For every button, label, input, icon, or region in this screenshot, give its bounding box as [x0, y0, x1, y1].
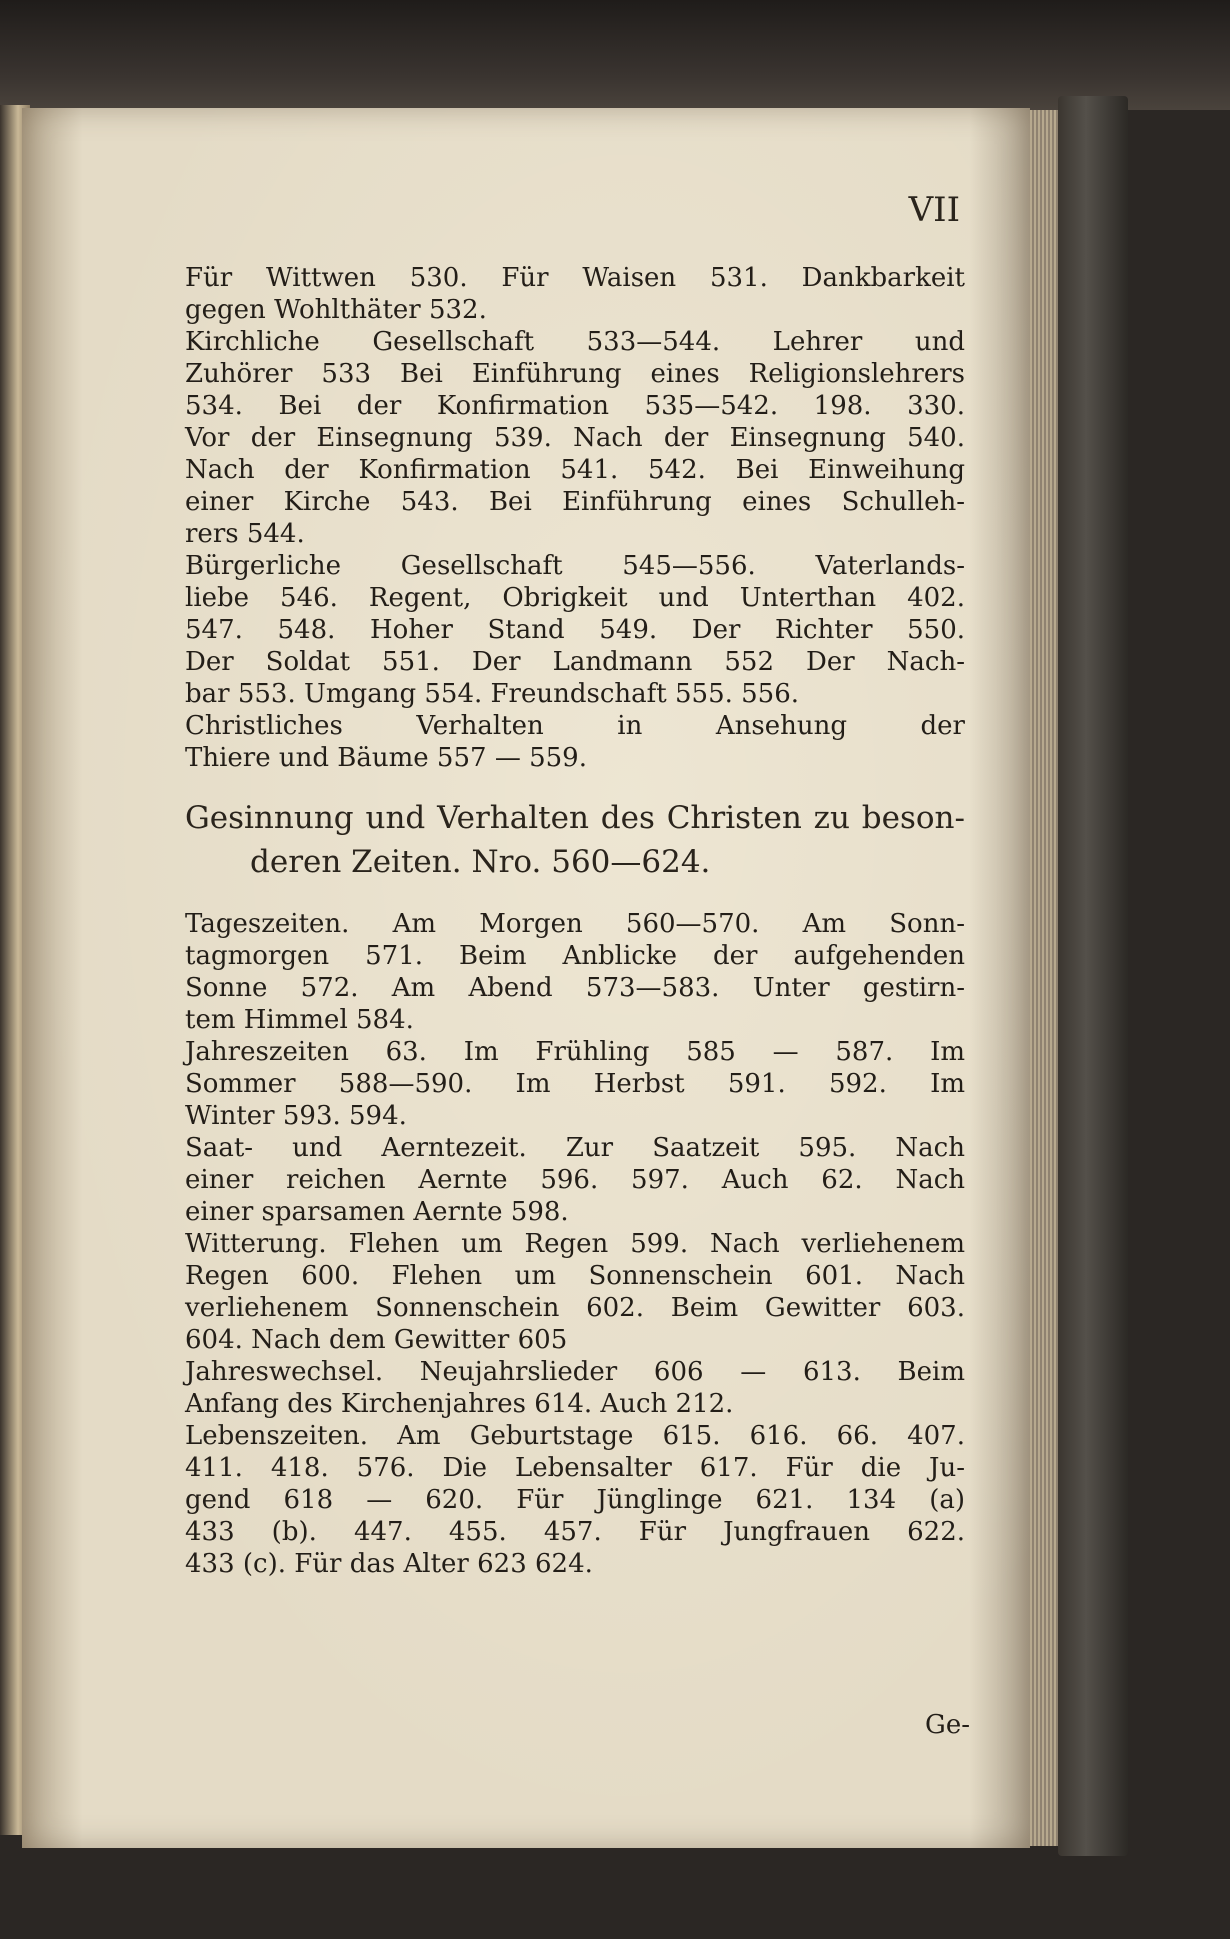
text-line: 433 (c). Für das Alter 623 624.: [185, 1549, 593, 1579]
entry-weather: [185, 1228, 965, 1356]
text-line: Nach der Konfirmation 541. 542. Bei Einweihung: [185, 455, 965, 485]
text-line: verliehenem Sonnenschein 602. Beim Gewitter 603.: [185, 1293, 965, 1323]
text-line: Saat- und Aerntezeit. Zur Saatzeit 595. Nach: [185, 1133, 965, 1163]
text-line: tagmorgen 571. Beim Anblicke der aufgehenden: [185, 941, 965, 971]
text-line: Zuhörer 533 Bei Einführung eines Religionslehrers: [185, 359, 965, 389]
entry-sowing-harvest: [185, 1132, 965, 1228]
text-line: Anfang des Kirchenjahres 614. Auch 212.: [185, 1389, 734, 1419]
text-line: Thiere und Bäume 557 — 559.: [185, 743, 587, 773]
text-line: einer sparsamen Aernte 598.: [185, 1197, 569, 1227]
entry-animals-trees: [185, 710, 965, 774]
text-line: 433 (b). 447. 455. 457. Für Jungfrauen 622.: [185, 1517, 965, 1547]
entry-new-year: [185, 1356, 965, 1420]
text-line: rers 544.: [185, 519, 305, 549]
text-line: Jahreszeiten 63. Im Frühling 585 — 587. Im: [185, 1037, 965, 1067]
entry-life-stages: [185, 1420, 965, 1580]
entry-times-of-day: [185, 908, 965, 1036]
text-line: 534. Bei der Konfirmation 535—542. 198. 330.: [185, 391, 965, 421]
text-line: Witterung. Flehen um Regen 599. Nach verliehenem: [185, 1229, 965, 1259]
text-line: Jahreswechsel. Neujahrslieder 606 — 613. Beim: [185, 1357, 965, 1387]
text-line: gend 618 — 620. Für Jünglinge 621. 134 (a): [185, 1485, 965, 1515]
text-line: Für Wittwen 530. Für Waisen 531. Dankbarkeit: [185, 263, 965, 293]
text-line: Tageszeiten. Am Morgen 560—570. Am Sonn-: [185, 909, 965, 939]
text-line: einer Kirche 543. Bei Einführung eines Schulleh-: [185, 487, 965, 517]
section-heading-line: deren Zeiten. Nro. 560—624.: [250, 844, 711, 880]
text-line: Bürgerliche Gesellschaft 545—556. Vaterlands-: [185, 551, 965, 581]
text-line: 411. 418. 576. Die Lebensalter 617. Für die Ju-: [185, 1453, 965, 1483]
catchword: Ge-: [925, 1710, 970, 1740]
text-line: Regen 600. Flehen um Sonnenschein 601. Nach: [185, 1261, 965, 1291]
entry-widows: [185, 262, 965, 326]
entry-church-society: [185, 326, 965, 550]
text-line: Kirchliche Gesellschaft 533—544. Lehrer und: [185, 327, 965, 357]
text-line: Der Soldat 551. Der Landmann 552 Der Nach-: [185, 647, 965, 677]
index-text: [185, 262, 965, 1580]
section-heading: [185, 796, 965, 884]
text-line: 547. 548. Hoher Stand 549. Der Richter 550.: [185, 615, 965, 645]
text-line: Sommer 588—590. Im Herbst 591. 592. Im: [185, 1069, 965, 1099]
section-heading-line: Gesinnung und Verhalten des Christen zu beson-: [185, 800, 965, 836]
text-line: tem Himmel 584.: [185, 1005, 414, 1035]
page-number: VII: [908, 190, 960, 230]
text-line: bar 553. Umgang 554. Freundschaft 555. 556.: [185, 679, 800, 709]
text-line: Sonne 572. Am Abend 573—583. Unter gestirn-: [185, 973, 965, 1003]
page-stack-edge: [1030, 110, 1058, 1846]
book-spine: [1058, 96, 1128, 1856]
text-line: Winter 593. 594.: [185, 1101, 407, 1131]
book-cover-top: [0, 0, 1230, 110]
entry-civil-society: [185, 550, 965, 710]
entry-seasons: [185, 1036, 965, 1132]
text-line: Christliches Verhalten in Ansehung der: [185, 711, 965, 741]
text-line: einer reichen Aernte 596. 597. Auch 62. Nach: [185, 1165, 965, 1195]
text-line: Lebenszeiten. Am Geburtstage 615. 616. 66. 407.: [185, 1421, 965, 1451]
text-line: liebe 546. Regent, Obrigkeit und Unterthan 402.: [185, 583, 965, 613]
text-line: 604. Nach dem Gewitter 605: [185, 1325, 568, 1355]
text-line: gegen Wohlthäter 532.: [185, 295, 487, 325]
text-line: Vor der Einsegnung 539. Nach der Einsegnung 540.: [185, 423, 965, 453]
